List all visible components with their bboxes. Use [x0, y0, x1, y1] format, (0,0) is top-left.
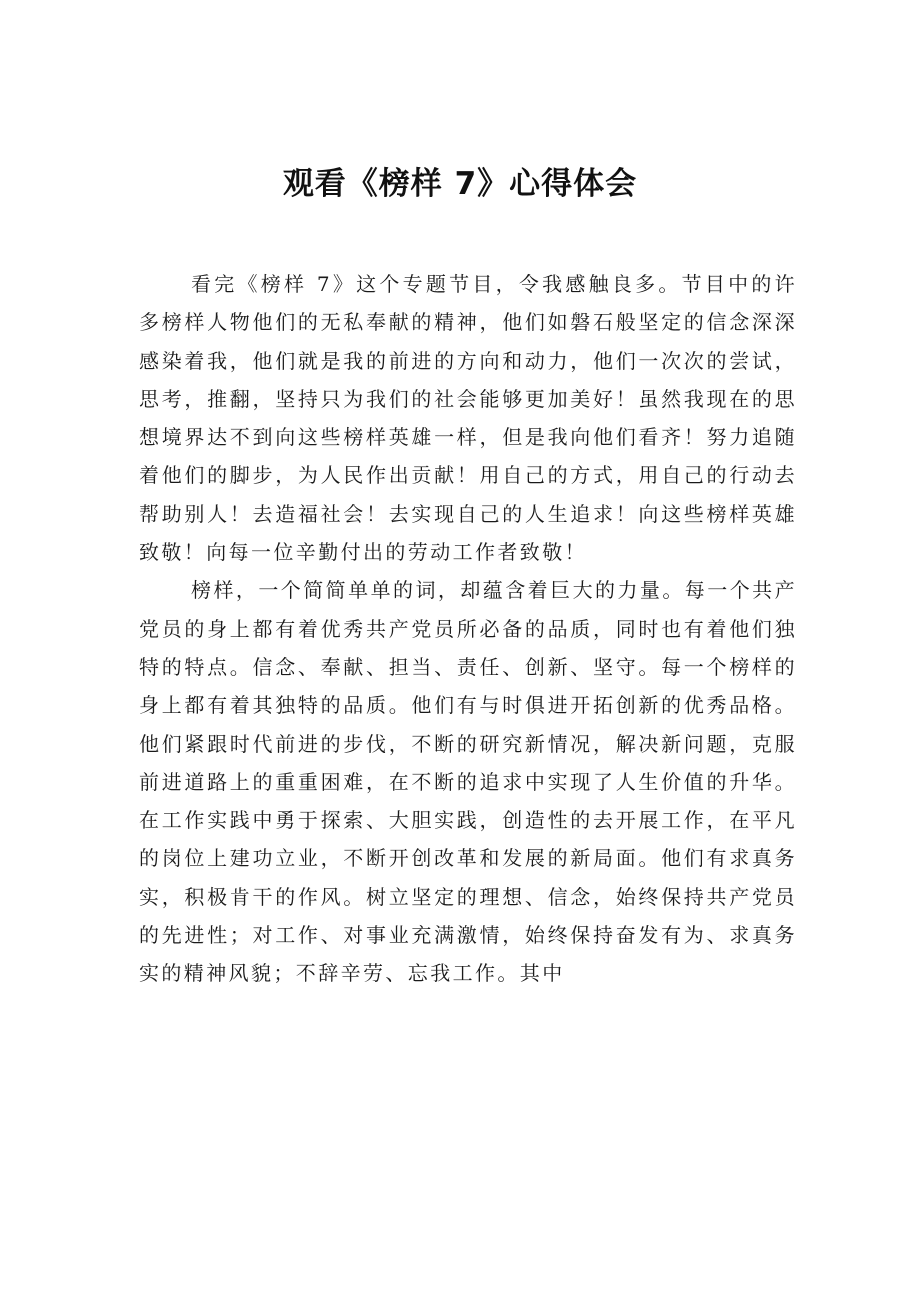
page-title: 观看《榜样 7》心得体会	[282, 166, 638, 202]
paragraph: 看完《榜样 7》这个专题节目，令我感触良多。节目中的许多榜样人物他们的无私奉献的精神，他们如磐石般坚定的信念深深感染着我，他们就是我的前进的方向和动力，他们一次次的尝试，思考，推翻，坚持只为我们的社会能够更加美好！虽然我现在的思想境界达不到向这些榜样英雄一样，但是我向他们看齐！努力追随着他们的脚步，为人民作出贡献！用自己的方式，用自己的行动去帮助别人！去造福社会！去实现自己的人生追求！向这些榜样英雄致敬！向每一位辛勤付出的劳动工作者致敬！	[139, 272, 797, 565]
document-body	[139, 265, 797, 993]
paragraph: 榜样，一个简简单单的词，却蕴含着巨大的力量。每一个共产党员的身上都有着优秀共产党员所必备的品质，同时也有着他们独特的特点。信念、奉献、担当、责任、创新、坚守。每一个榜样的身上都有着其独特的品质。他们有与时俱进开拓创新的优秀品格。他们紧跟时代前进的步伐，不断的研究新情况，解决新问题，克服前进道路上的重重困难，在不断的追求中实现了人生价值的升华。在工作实践中勇于探索、大胆实践，创造性的去开展工作，在平凡的岗位上建功立业，不断开创改革和发展的新局面。他们有求真务实，积极肯干的作风。树立坚定的理想、信念，始终保持共产党员的先进性；对工作、对事业充满激情，始终保持奋发有为、求真务实的精神风貌；不辞辛劳、忘我工作。其中	[139, 578, 797, 986]
